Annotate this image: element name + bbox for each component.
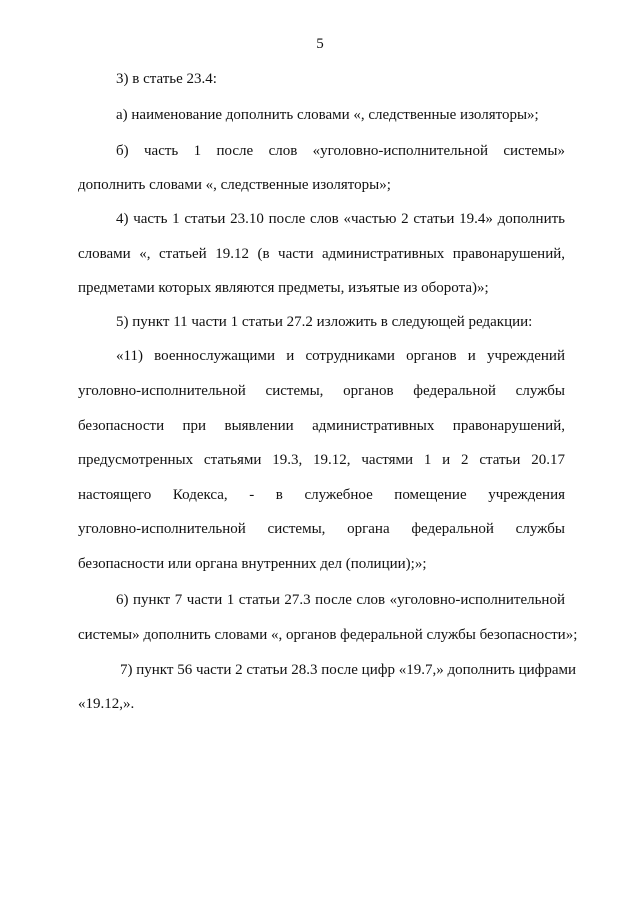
item-4-line-3: предметами которых являются предметы, изъятые из оборота)»; (78, 280, 489, 296)
item-7-line-2: «19.12,». (78, 696, 135, 712)
quote-line-1: «11) военнослужащими и сотрудниками органов и учреждений (116, 348, 565, 364)
quote-line-2: уголовно-исполнительной системы, органов федеральной службы (78, 383, 565, 399)
page-number: 5 (316, 36, 324, 52)
item-a-text: а) наименование дополнить словами «, следственные изоляторы»; (116, 107, 539, 123)
quote-line-5: настоящего Кодекса, - в служебное помещение учреждения (78, 487, 565, 503)
quote-line-3: безопасности при выявлении административных правонарушений, (78, 418, 565, 434)
item-b-line-1: б) часть 1 после слов «уголовно-исполнительной системы» (116, 143, 565, 159)
item-6-line-2: системы» дополнить словами «, органов федеральной службы безопасности»; (78, 627, 578, 643)
item-4-line-2: словами «, статьей 19.12 (в части административных правонарушений, (78, 246, 565, 262)
quote-line-6: уголовно-исполнительной системы, органа федеральной службы (78, 521, 565, 537)
quote-line-4: предусмотренных статьями 19.3, 19.12, частями 1 и 2 статьи 20.17 (78, 452, 565, 468)
item-4-line-1: 4) часть 1 статьи 23.10 после слов «частью 2 статьи 19.4» дополнить (116, 211, 565, 227)
quote-line-7: безопасности или органа внутренних дел (полиции);»; (78, 556, 427, 572)
item-6-line-1: 6) пункт 7 части 1 статьи 27.3 после слов «уголовно-исполнительной (116, 592, 565, 608)
item-5-heading: 5) пункт 11 части 1 статьи 27.2 изложить в следующей редакции: (116, 314, 533, 330)
item-3-heading: 3) в статье 23.4: (116, 71, 217, 87)
item-b-line-2: дополнить словами «, следственные изоляторы»; (78, 177, 391, 193)
item-7-line-1: 7) пункт 56 части 2 статьи 28.3 после цифр «19.7,» дополнить цифрами (120, 662, 577, 678)
